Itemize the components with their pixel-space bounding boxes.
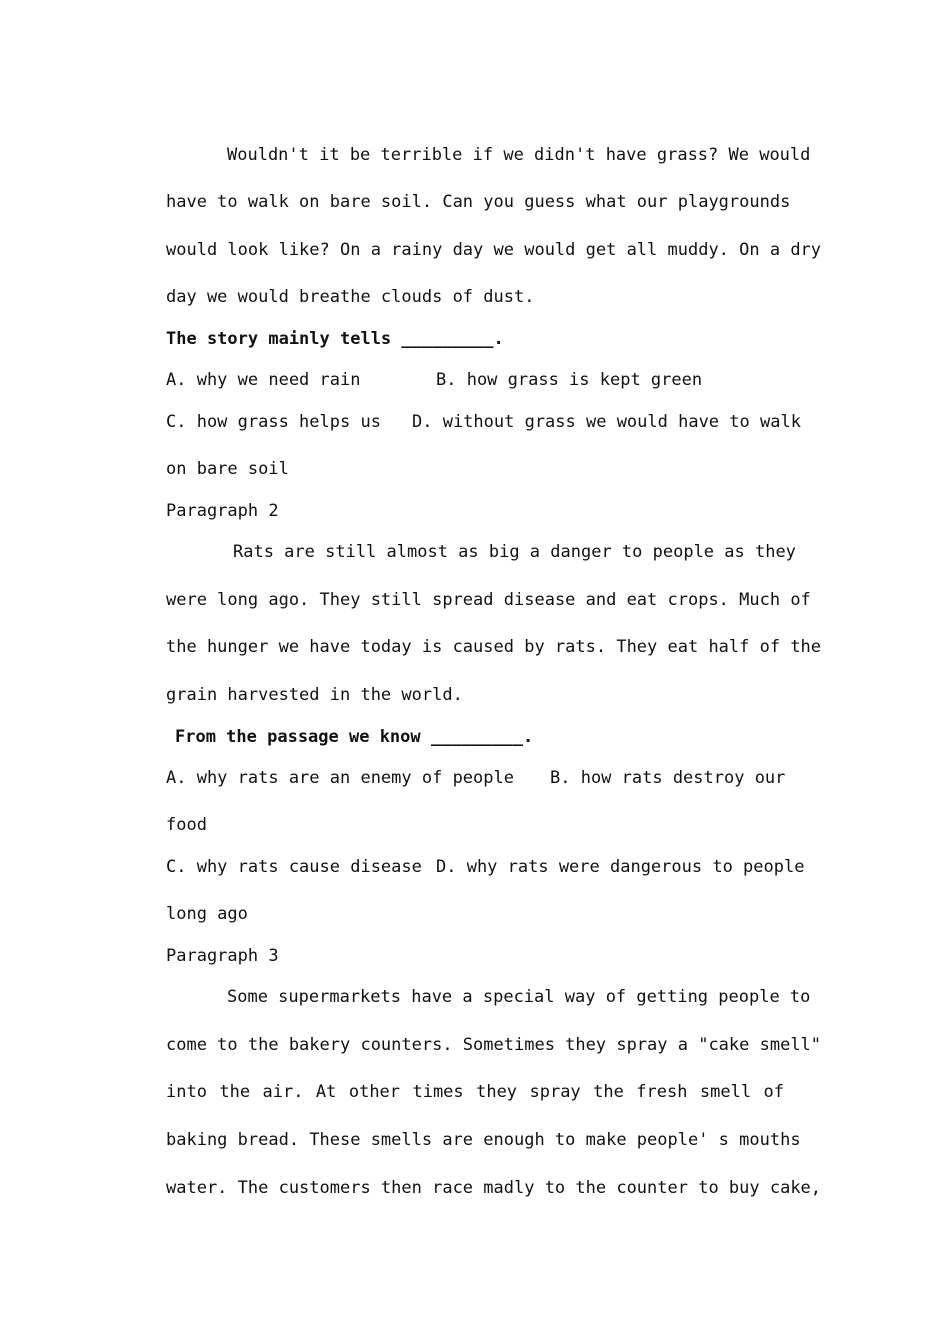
- paragraph-1-line-4: day we would breathe clouds of dust.: [166, 287, 535, 307]
- question-1-option-d: D. without grass we would have to walk: [412, 412, 801, 432]
- question-2-option-d: D. why rats were dangerous to people: [436, 857, 805, 877]
- paragraph-2-heading: Paragraph 2: [166, 501, 279, 521]
- question-2-option-d-continuation: long ago: [166, 904, 248, 924]
- question-2-option-b-continuation: food: [166, 815, 207, 835]
- paragraph-3-line-5: water. The customers then race madly to the counter to buy cake,: [166, 1178, 822, 1198]
- paragraph-3-heading: Paragraph 3: [166, 946, 279, 966]
- question-2-option-b: B. how rats destroy our: [550, 768, 786, 788]
- question-1-stem: The story mainly tells _________.: [166, 329, 504, 349]
- question-1-option-d-continuation: on bare soil: [166, 459, 289, 479]
- question-2-option-a: A. why rats are an enemy of people: [166, 768, 514, 788]
- paragraph-2-line-4: grain harvested in the world.: [166, 685, 463, 705]
- paragraph-3-line-2: come to the bakery counters. Sometimes they spray a "cake smell": [166, 1035, 822, 1055]
- question-1-option-a: A. why we need rain: [166, 370, 361, 390]
- paragraph-2-line-3: the hunger we have today is caused by rats. They eat half of the: [166, 637, 822, 657]
- question-2-option-c: C. why rats cause disease: [166, 857, 422, 877]
- question-1-option-c: C. how grass helps us: [166, 412, 381, 432]
- paragraph-2-line-1: Rats are still almost as big a danger to people as they: [233, 542, 796, 562]
- question-1-option-b: B. how grass is kept green: [436, 370, 703, 390]
- paragraph-2-line-2: were long ago. They still spread disease and eat crops. Much of: [166, 590, 811, 610]
- paragraph-3-line-1: Some supermarkets have a special way of getting people to: [227, 987, 811, 1007]
- paragraph-1-line-2: have to walk on bare soil. Can you guess what our playgrounds: [166, 192, 791, 212]
- paragraph-1-line-1: Wouldn't it be terrible if we didn't have grass? We would: [227, 145, 811, 165]
- paragraph-3-line-3: into the air. At other times they spray the fresh smell of: [166, 1082, 784, 1102]
- question-2-stem: From the passage we know _________.: [175, 727, 534, 747]
- paragraph-1-line-3: would look like? On a rainy day we would get all muddy. On a dry: [166, 240, 822, 260]
- paragraph-3-line-4: baking bread. These smells are enough to make people' s mouths: [166, 1130, 801, 1150]
